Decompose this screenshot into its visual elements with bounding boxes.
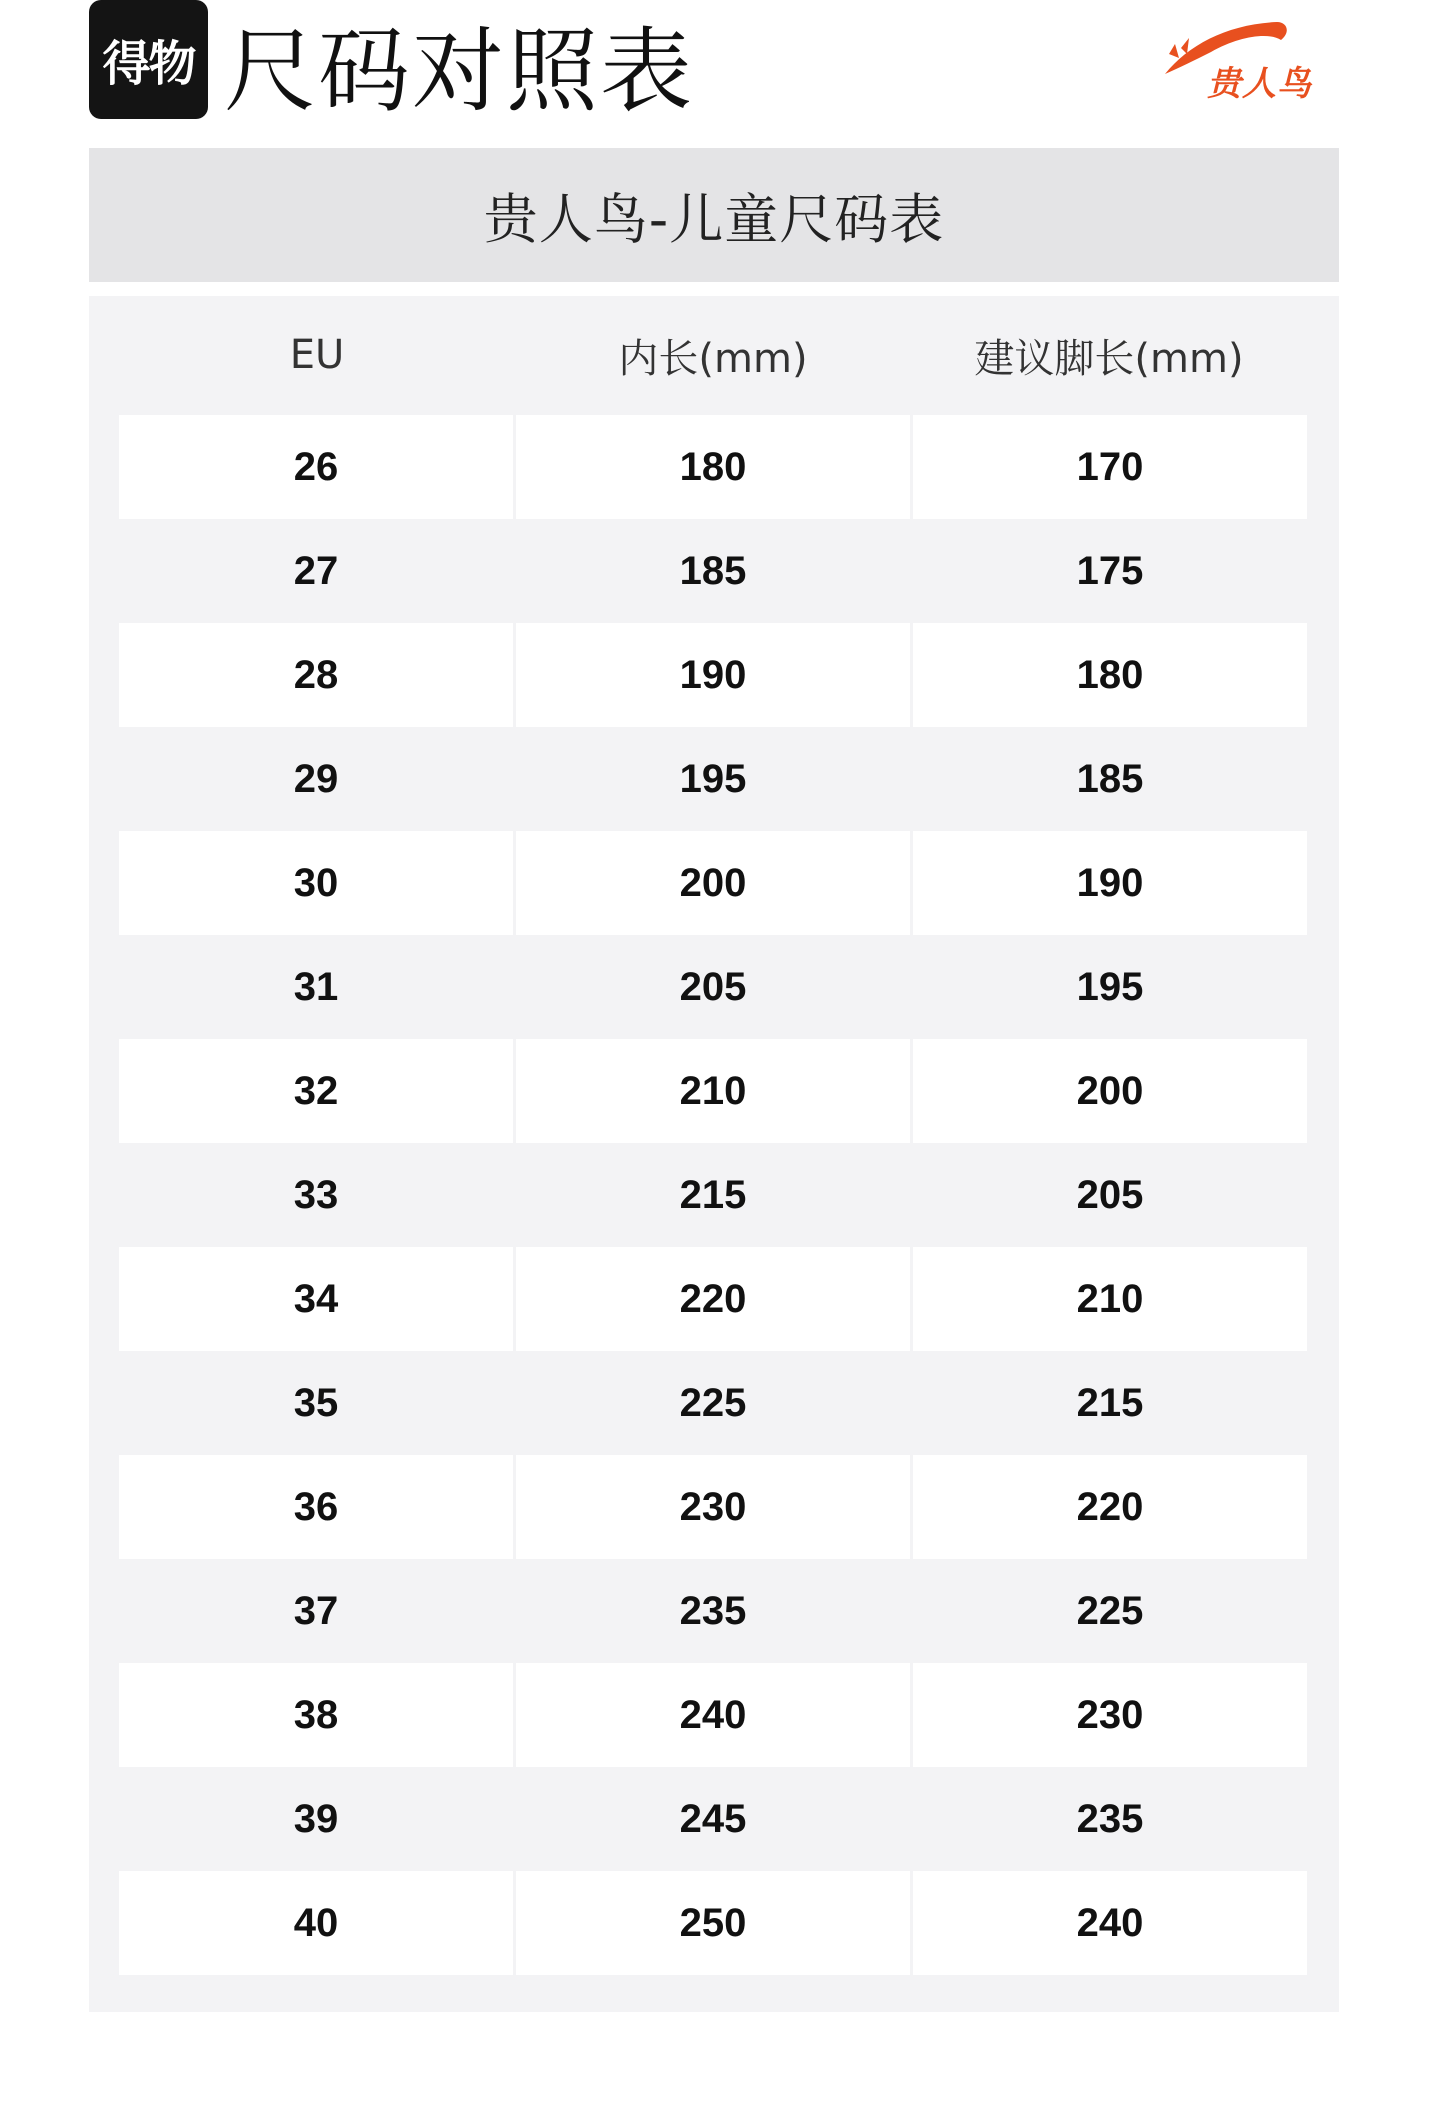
column-header-inner-length: 内长(mm) bbox=[618, 335, 808, 382]
cell-inner-length: 240 bbox=[516, 1663, 910, 1767]
brand-logo bbox=[1159, 14, 1329, 104]
table-row bbox=[119, 1143, 1307, 1247]
cell-eu: 38 bbox=[119, 1663, 513, 1767]
cell-eu: 28 bbox=[119, 623, 513, 727]
cell-inner-length: 205 bbox=[679, 964, 747, 1009]
page-title: 尺码对照表 bbox=[224, 18, 695, 125]
size-table bbox=[89, 296, 1339, 2012]
column-header-eu: EU bbox=[289, 332, 345, 378]
table-row bbox=[119, 935, 1307, 1039]
cell-eu: 34 bbox=[119, 1247, 513, 1351]
table-row bbox=[119, 1351, 1307, 1455]
app-logo-text: 得物 bbox=[102, 36, 195, 92]
cell-eu: 30 bbox=[119, 831, 513, 935]
cell-foot-length: 185 bbox=[1076, 756, 1144, 801]
cell-inner-length: 195 bbox=[679, 756, 747, 801]
table-row bbox=[119, 727, 1307, 831]
table-row bbox=[119, 831, 1307, 935]
cell-eu: 35 bbox=[293, 1380, 339, 1425]
cell-eu: 32 bbox=[119, 1039, 513, 1143]
cell-foot-length: 200 bbox=[913, 1039, 1307, 1143]
cell-inner-length: 230 bbox=[516, 1455, 910, 1559]
table-row bbox=[119, 1663, 1307, 1767]
cell-foot-length: 220 bbox=[913, 1455, 1307, 1559]
table-header-row bbox=[119, 296, 1307, 414]
table-title-bar bbox=[89, 148, 1339, 282]
cell-foot-length: 175 bbox=[1076, 548, 1144, 593]
cell-foot-length: 230 bbox=[913, 1663, 1307, 1767]
cell-inner-length: 190 bbox=[516, 623, 910, 727]
column-header-foot-length: 建议脚长(mm) bbox=[974, 335, 1244, 382]
cell-inner-length: 235 bbox=[679, 1588, 747, 1633]
cell-inner-length: 245 bbox=[679, 1796, 747, 1841]
table-row bbox=[119, 1039, 1307, 1143]
table-body bbox=[119, 415, 1307, 1975]
cell-foot-length: 225 bbox=[1076, 1588, 1144, 1633]
app-logo bbox=[89, 0, 208, 119]
brand-logo-text: 贵人鸟 bbox=[1207, 64, 1312, 104]
cell-inner-length: 185 bbox=[679, 548, 747, 593]
cell-foot-length: 190 bbox=[913, 831, 1307, 935]
cell-inner-length: 220 bbox=[516, 1247, 910, 1351]
table-row bbox=[119, 1455, 1307, 1559]
cell-eu: 26 bbox=[119, 415, 513, 519]
cell-inner-length: 250 bbox=[516, 1871, 910, 1975]
cell-inner-length: 200 bbox=[516, 831, 910, 935]
cell-foot-length: 210 bbox=[913, 1247, 1307, 1351]
table-row bbox=[119, 1871, 1307, 1975]
cell-inner-length: 180 bbox=[516, 415, 910, 519]
cell-foot-length: 240 bbox=[913, 1871, 1307, 1975]
cell-foot-length: 180 bbox=[913, 623, 1307, 727]
header bbox=[89, 0, 1339, 140]
table-row bbox=[119, 623, 1307, 727]
cell-inner-length: 215 bbox=[679, 1172, 747, 1217]
cell-eu: 33 bbox=[293, 1172, 339, 1217]
table-row bbox=[119, 1559, 1307, 1663]
table-row bbox=[119, 519, 1307, 623]
cell-foot-length: 195 bbox=[1076, 964, 1144, 1009]
table-row bbox=[119, 415, 1307, 519]
cell-foot-length: 215 bbox=[1076, 1380, 1144, 1425]
cell-foot-length: 205 bbox=[1076, 1172, 1144, 1217]
table-row bbox=[119, 1767, 1307, 1871]
cell-eu: 37 bbox=[293, 1588, 339, 1633]
cell-eu: 40 bbox=[119, 1871, 513, 1975]
cell-eu: 39 bbox=[293, 1796, 339, 1841]
cell-foot-length: 170 bbox=[913, 415, 1307, 519]
cell-inner-length: 210 bbox=[516, 1039, 910, 1143]
cell-eu: 27 bbox=[293, 548, 339, 593]
cell-eu: 36 bbox=[119, 1455, 513, 1559]
table-title: 贵人鸟-儿童尺码表 bbox=[483, 187, 945, 251]
cell-foot-length: 235 bbox=[1076, 1796, 1144, 1841]
cell-inner-length: 225 bbox=[679, 1380, 747, 1425]
cell-eu: 29 bbox=[293, 756, 339, 801]
table-row bbox=[119, 1247, 1307, 1351]
cell-eu: 31 bbox=[293, 964, 339, 1009]
